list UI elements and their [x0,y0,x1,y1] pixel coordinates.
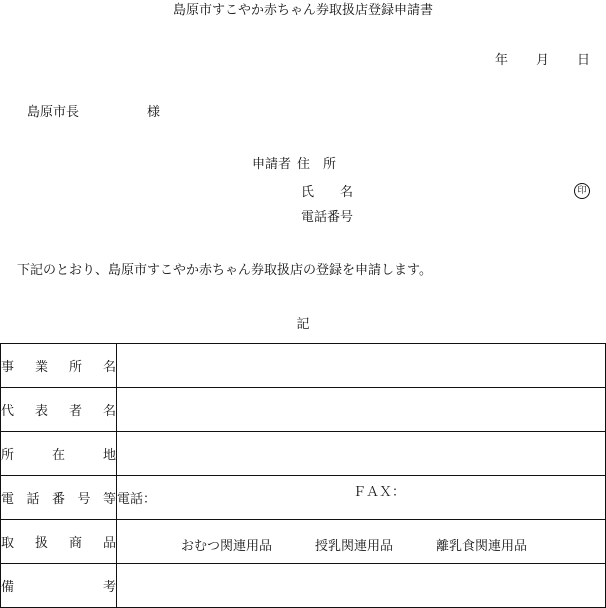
location-label: 所 在 地 [1,432,117,476]
registration-table [0,343,606,608]
addressee-honorific: 様 [147,105,161,120]
addressee-name: 島原市長 [27,105,80,120]
date-month: 月 [536,53,550,68]
date-day: 日 [577,53,591,68]
body-text: 下記のとおり、島原市すこやか赤ちゃん券取扱店の登録を申請します。 [17,263,432,278]
ki-heading: 記 [296,317,310,332]
products-field [117,520,606,564]
applicant-phone-label: 電話番号 [301,210,354,225]
business-name-label: 事 業 所 名 [1,344,117,388]
page-title: 島原市すこやか赤ちゃん券取扱店登録申請書 [172,3,433,18]
table-row [1,476,606,520]
table-row [1,388,606,432]
remarks-field[interactable] [117,564,606,608]
business-name-field[interactable] [117,344,606,388]
applicant-label: 申請者 [252,157,292,172]
table-row [1,344,606,388]
table-row [1,432,606,476]
product-option-baby-food[interactable]: 離乳食関連用品 [436,538,528,554]
applicant-name-label: 氏 名 [301,185,354,200]
phone-value-label: 電話： [117,492,157,507]
table-row [1,520,606,564]
fax-label: ＦＡＸ： [353,485,406,500]
table-row [1,564,606,608]
date-year: 年 [495,53,509,68]
remarks-label: 備 考 [1,564,117,608]
phone-fax-field[interactable] [117,476,606,520]
seal-mark: 印 [574,183,590,199]
applicant-address-label: 住 所 [297,157,337,172]
product-option-diapers[interactable]: おむつ関連用品 [181,538,273,554]
phone-number-label: 電 話 番 号 等 [1,476,117,520]
location-field[interactable] [117,432,606,476]
products-label: 取 扱 商 品 [1,520,117,564]
representative-field[interactable] [117,388,606,432]
representative-label: 代 表 者 名 [1,388,117,432]
product-option-nursing[interactable]: 授乳関連用品 [315,538,394,554]
